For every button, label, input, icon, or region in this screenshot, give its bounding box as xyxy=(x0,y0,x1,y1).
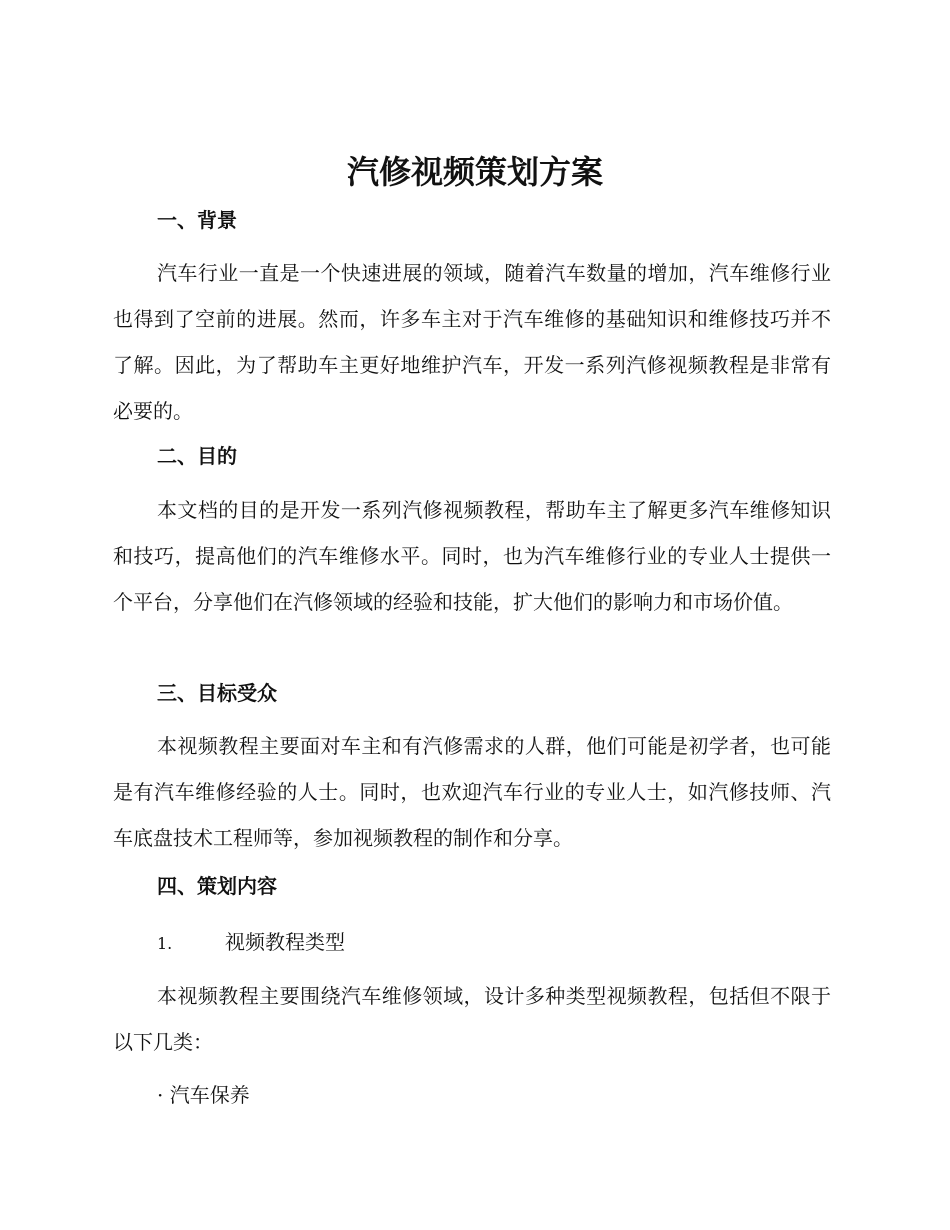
section-heading-purpose: 二、目的 xyxy=(157,444,237,468)
section-paragraph-purpose: 本文档的目的是开发一系列汽修视频教程，帮助车主了解更多汽车维修知识和技巧，提高他们的汽车维修水平。同时，也为汽车维修行业的专业人士提供一个平台，分享他们在汽修领域的经验和技能，扩大他们的影响力和市场价值。 xyxy=(113,498,831,614)
section-heading-background: 一、背景 xyxy=(157,208,237,232)
list-item-label: 视频教程类型 xyxy=(225,930,345,954)
document-title: 汽修视频策划方案 xyxy=(346,153,603,191)
section-heading-content: 四、策划内容 xyxy=(157,874,277,898)
section-paragraph-content: 本视频教程主要围绕汽车维修领域，设计多种类型视频教程，包括但不限于以下几类： xyxy=(113,984,831,1054)
section-paragraph-audience: 本视频教程主要面对车主和有汽修需求的人群，他们可能是初学者，也可能是有汽车维修经验的人士。同时，也欢迎汽车行业的专业人士，如汽修技师、汽车底盘技术工程师等，参加视频教程的制作和分享。 xyxy=(113,734,831,850)
section-heading-audience: 三、目标受众 xyxy=(157,681,277,705)
section-paragraph-background: 汽车行业一直是一个快速进展的领域，随着汽车数量的增加，汽车维修行业也得到了空前的进展。然而，许多车主对于汽车维修的基础知识和维修技巧并不了解。因此，为了帮助车主更好地维护汽车，开发一系列汽修视频教程是非常有必要的。 xyxy=(113,261,831,423)
bullet-item-maintenance: · 汽车保养 xyxy=(157,1083,250,1107)
list-item-video-types xyxy=(157,928,345,958)
list-item-number: 1. xyxy=(157,934,173,953)
